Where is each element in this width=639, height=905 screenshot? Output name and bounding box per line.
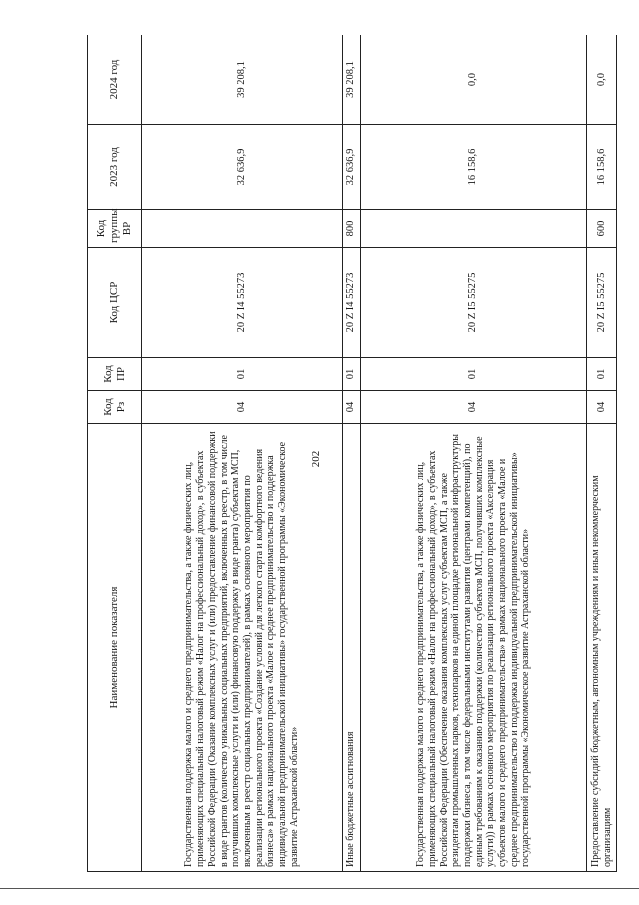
header-csr: Код ЦСР (88, 248, 142, 358)
row-csr: 20 Z I4 55273 (142, 248, 343, 358)
table-row (587, 35, 617, 872)
row-2023: 16 158,6 (360, 125, 587, 210)
row-pr: 01 (142, 358, 343, 391)
row-name: Государственная поддержка малого и среднего предпринимательства, а также физических лиц, применяющих специальный налоговый режим «Налог на профессиональный доход», в субъектах Российской Федерации (Обеспечение оказания комплексных услуг субъектам МСП, а также резидентам промышленных парков, технопарков на единой площадке региональной инфраструктуры поддержки бизнеса, в том числе федеральными институтами развития (центрами компетенций), по единым требованиям к оказанию поддержки (количество субъектов МСП, получивших комплексные услуги)) в рамках основного мероприятия по реализации регионального проекта «Акселерация субъектов малого и среднего предпринимательства» в рамках национального проекта «Малое и среднее предпринимательство и поддержка индивидуальной предпринимательской инициативы» государственной программы «Экономическое развитие Астраханской области» (360, 424, 587, 872)
row-pr: 01 (360, 358, 587, 391)
row-pr: 01 (342, 358, 360, 391)
header-2024: 2024 год (88, 35, 142, 125)
row-vr (142, 210, 343, 248)
budget-table (87, 35, 617, 872)
row-name: Государственная поддержка малого и среднего предпринимательства, а также физических лиц, применяющих специальный налоговый режим «Налог на профессиональный доход», в субъектах Российской Федерации (Оказание комплексных услуг и (или) предоставление финансовой поддержки в виде грантов (количество уникальных социальных предприятий, включенных в реестр, в том числе получивших комплексные услуги и (или) финансовую поддержку в виде гранта) субъектам МСП, включенным в реестр социальных предпринимателей), в рамках основного мероприятия по реализации регионального проекта «Создание условий для легкого старта и комфортного ведения бизнеса» в рамках национального проекта «Малое и среднее предпринимательство и поддержка индивидуальной предпринимательской инициативы» государственной программы «Экономическое развитие Астраханской области» (142, 424, 343, 872)
budget-table-container (87, 35, 617, 872)
header-pr: Код ПР (88, 358, 142, 391)
header-name: Наименование показателя (88, 424, 142, 872)
row-rz: 04 (342, 391, 360, 424)
row-name: Иные бюджетные ассигнования (342, 424, 360, 872)
row-2024: 0,0 (587, 35, 617, 125)
row-name: Предоставление субсидий бюджетным, автономным учреждениям и иным некоммерческим организациям (587, 424, 617, 872)
row-2023: 32 636,9 (142, 125, 343, 210)
row-vr: 600 (587, 210, 617, 248)
row-vr: 800 (342, 210, 360, 248)
table-row (342, 35, 360, 872)
row-rz: 04 (360, 391, 587, 424)
budget-table-rotated (87, 35, 617, 872)
row-2023: 32 636,9 (342, 125, 360, 210)
row-csr: 20 Z I4 55273 (342, 248, 360, 358)
row-rz: 04 (587, 391, 617, 424)
page-number: 202 (310, 450, 322, 468)
row-rz: 04 (142, 391, 343, 424)
table-row (142, 35, 343, 872)
header-rz: Код Рз (88, 391, 142, 424)
row-vr (360, 210, 587, 248)
row-pr: 01 (587, 358, 617, 391)
header-2023: 2023 год (88, 125, 142, 210)
row-2024: 39 208,1 (142, 35, 343, 125)
row-2023: 16 158,6 (587, 125, 617, 210)
row-csr: 20 Z I5 55275 (587, 248, 617, 358)
row-2024: 0,0 (360, 35, 587, 125)
row-csr: 20 Z I5 55275 (360, 248, 587, 358)
table-header-row (88, 35, 142, 872)
table-row (360, 35, 587, 872)
row-2024: 39 208,1 (342, 35, 360, 125)
header-vr: Код группы ВР (88, 210, 142, 248)
bottom-rule (0, 888, 639, 889)
